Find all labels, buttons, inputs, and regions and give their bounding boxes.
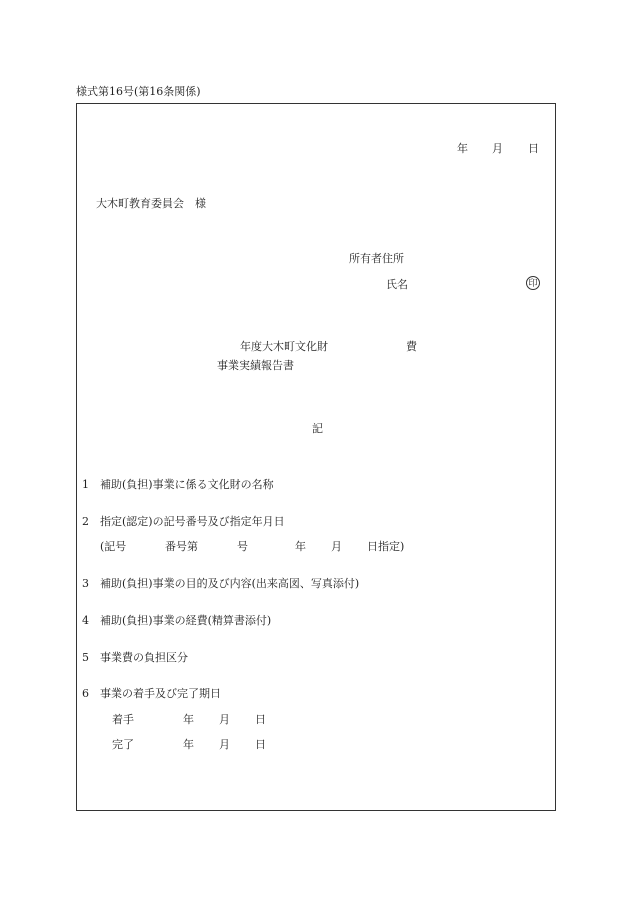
item-2-text: 指定(認定)の記号番号及び指定年月日 [100, 515, 285, 528]
schedule-end-label: 完了 [112, 738, 134, 751]
item-4-text: 補助(負担)事業の経費(精算書添付) [100, 614, 272, 627]
schedule-start-month: 月 [219, 713, 230, 726]
item-6-text: 事業の着手及び完了期日 [100, 687, 221, 700]
designation-number: 番号第 [165, 540, 198, 553]
schedule-end-year: 年 [183, 738, 194, 751]
designation-go: 号 [237, 540, 248, 553]
item-6-number: 6 [82, 687, 89, 700]
item-1-number: 1 [82, 478, 89, 491]
item-5-number: 5 [82, 651, 89, 664]
addressee: 大木町教育委員会 様 [96, 197, 206, 210]
item-3-number: 3 [82, 577, 89, 590]
seal-mark: 印 [526, 276, 540, 290]
schedule-end-month: 月 [219, 738, 230, 751]
schedule-start-year: 年 [183, 713, 194, 726]
designation-year: 年 [295, 540, 306, 553]
item-1-text: 補助(負担)事業に係る文化財の名称 [100, 478, 274, 491]
item-2-number: 2 [82, 515, 89, 528]
owner-name-label: 氏名 [386, 278, 408, 291]
owner-address-label: 所有者住所 [349, 252, 404, 265]
form-title: 様式第16号(第16条関係) [76, 85, 201, 98]
date-month: 月 [492, 142, 503, 155]
schedule-end-day: 日 [255, 738, 266, 751]
item-4-number: 4 [82, 614, 89, 627]
designation-month: 月 [331, 540, 342, 553]
designation-open: (記号 [100, 540, 127, 553]
report-title-line1: 年度大木町文化財 [240, 340, 328, 353]
schedule-start-day: 日 [255, 713, 266, 726]
date-day: 日 [528, 142, 539, 155]
date-year: 年 [457, 142, 468, 155]
schedule-start-label: 着手 [112, 713, 134, 726]
report-title-line2: 事業実績報告書 [217, 359, 294, 372]
item-5-text: 事業費の負担区分 [100, 651, 188, 664]
designation-day: 日指定) [367, 540, 405, 553]
item-3-text: 補助(負担)事業の目的及び内容(出来高図、写真添付) [100, 577, 360, 590]
ki-heading: 記 [312, 422, 323, 435]
report-title-fee: 費 [406, 340, 417, 353]
